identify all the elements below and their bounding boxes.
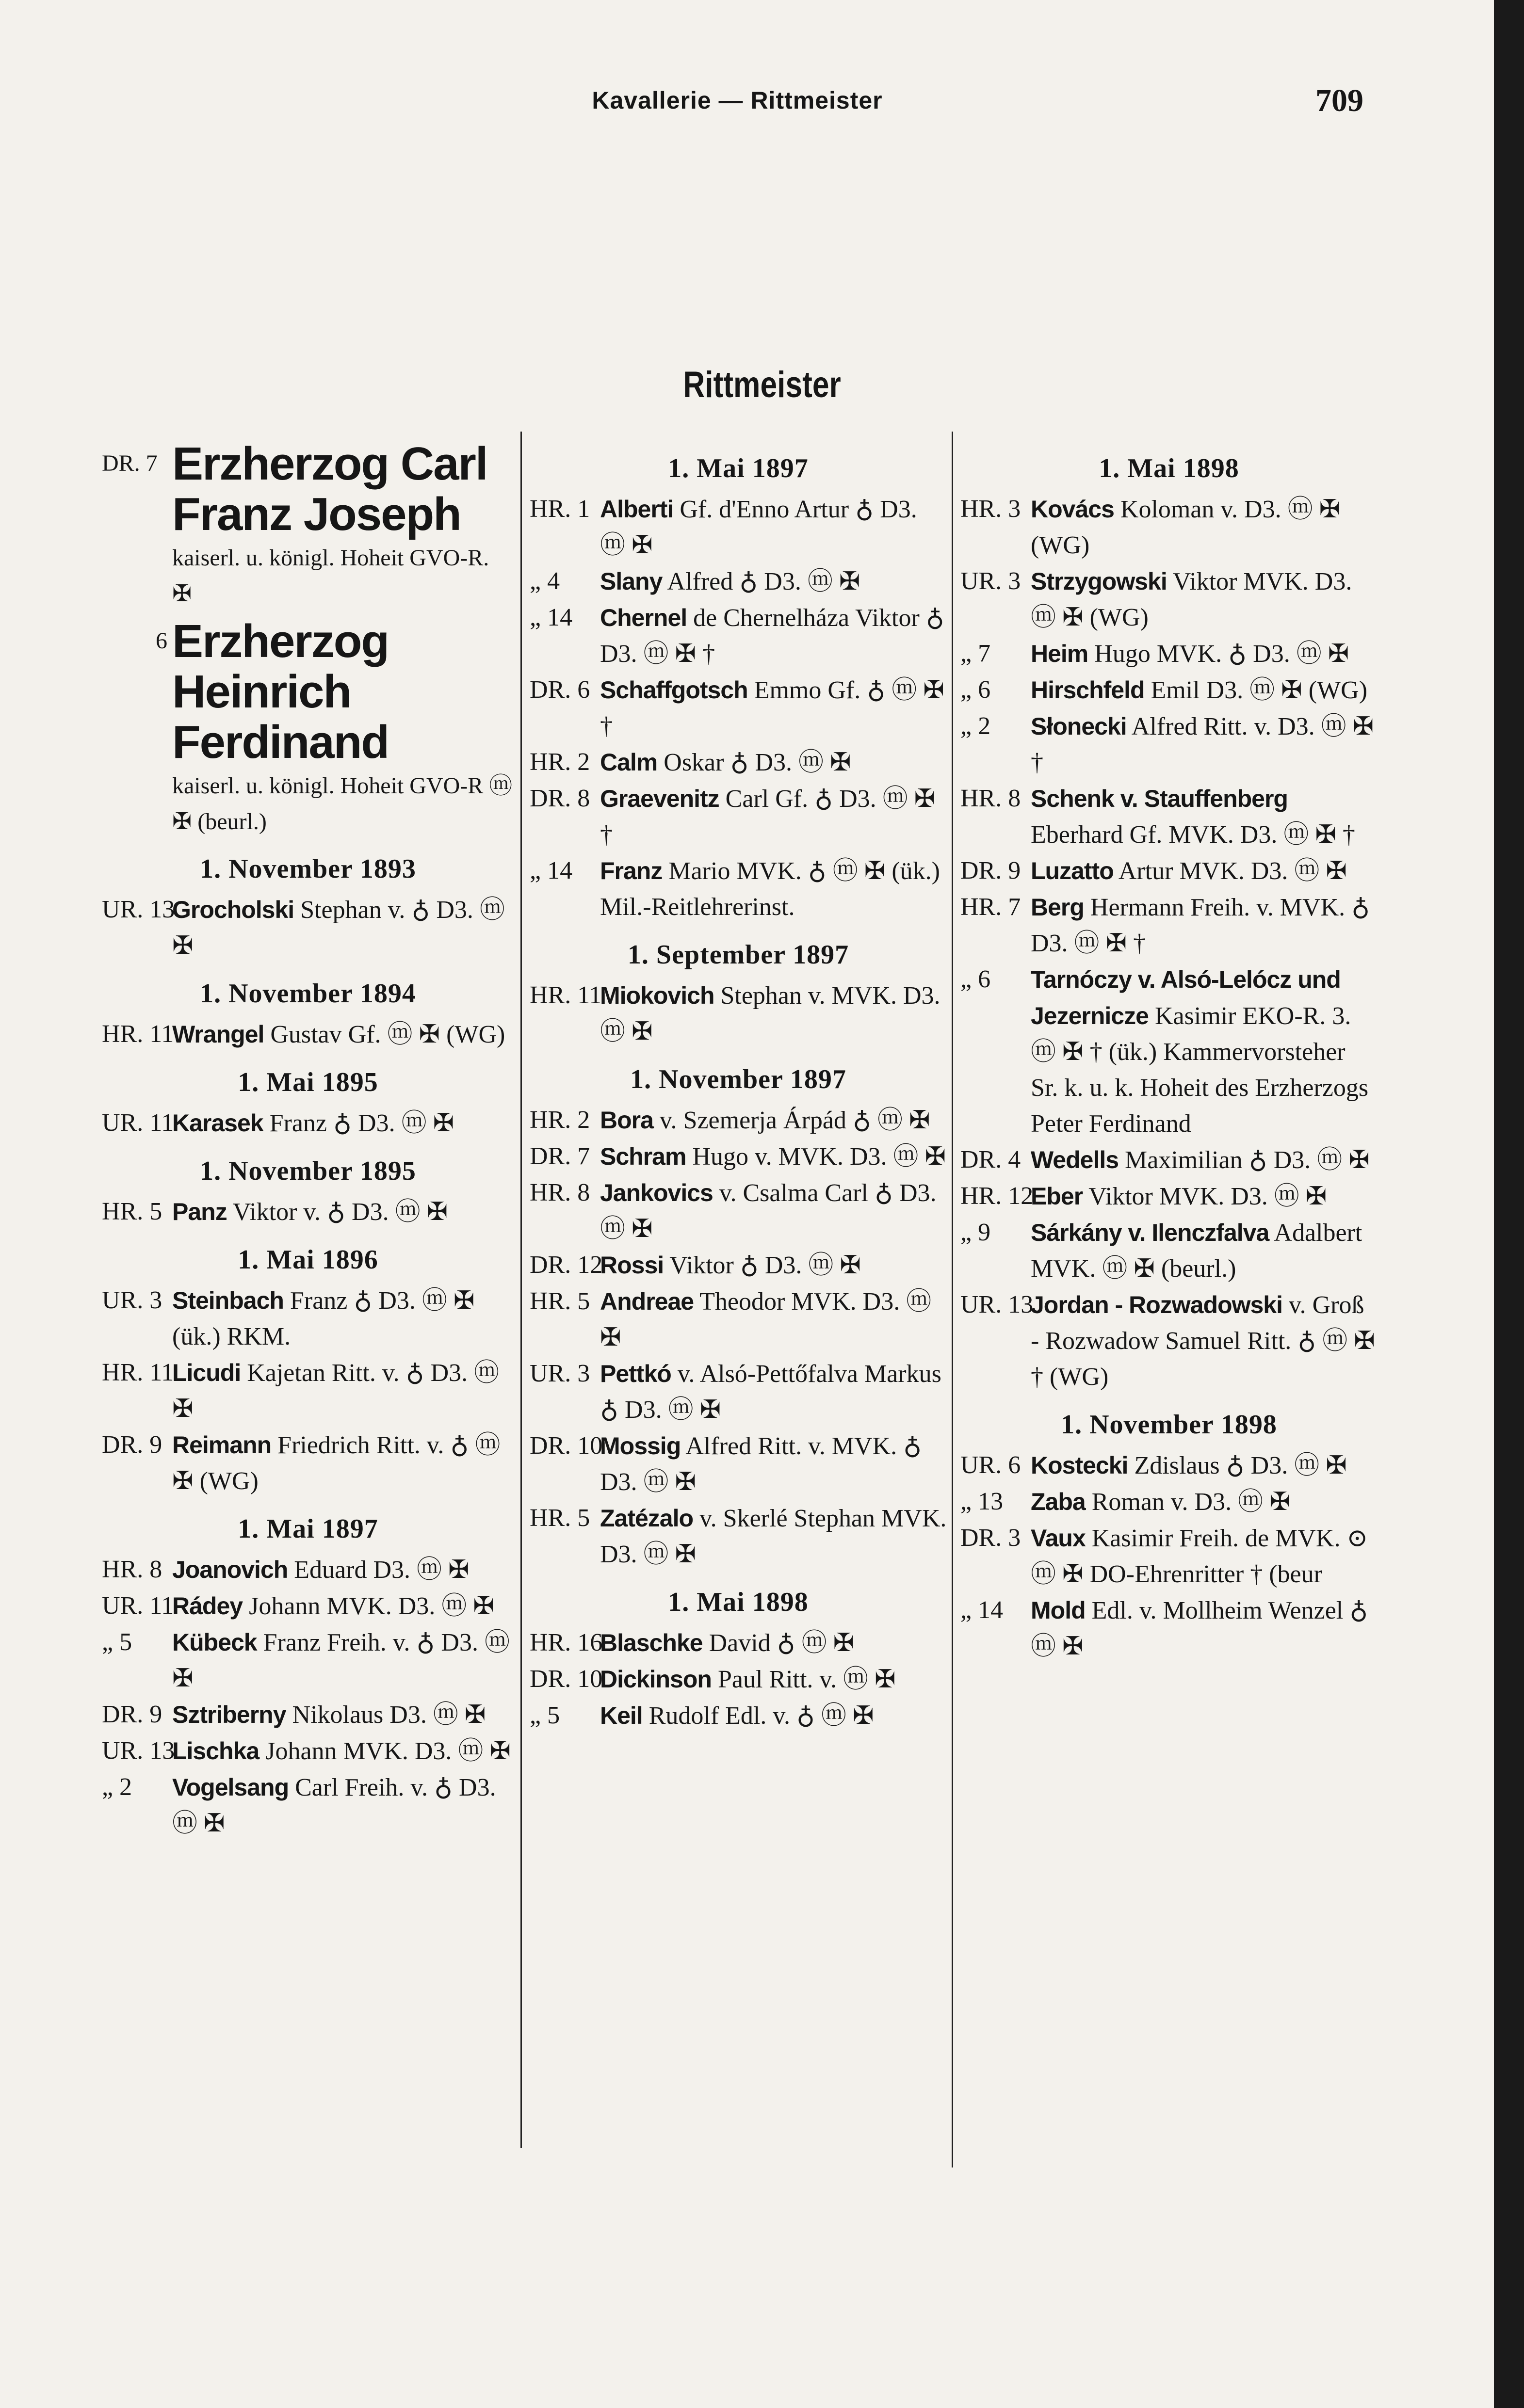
officer-surname: Graevenitz (600, 785, 719, 812)
officer-details: Franz ♁ D3. ⓜ ✠ (ük.) RKM. (172, 1287, 475, 1350)
officer-details: Friedrich Ritt. v. ♁ ⓜ ✠ (WG) (172, 1431, 501, 1495)
officer-surname: Kübeck (172, 1629, 257, 1656)
officer-text (600, 672, 947, 744)
officer-surname: Berg (1031, 894, 1084, 921)
officer-details: Alfred Ritt. v. D3. ⓜ ✠ † (1031, 713, 1374, 776)
regiment-code: HR. 2 (530, 748, 590, 776)
officer-entry (102, 1588, 514, 1624)
officer-entry (530, 1284, 947, 1356)
officer-text (172, 1355, 514, 1427)
officer-details: Hugo MVK. ♁ D3. ⓜ ✠ (1088, 640, 1349, 668)
regiment-code: UR. 6 (960, 1451, 1021, 1479)
regiment-code: HR. 7 (960, 893, 1021, 921)
regiment-code: DR. 6 (530, 676, 590, 704)
officer-text (600, 978, 947, 1050)
officer-text (1031, 781, 1378, 853)
officer-text (172, 1769, 514, 1842)
column-divider-left (520, 432, 522, 2148)
officer-text (600, 1175, 947, 1247)
regiment-code: „ 14 (530, 857, 573, 884)
officer-text (600, 600, 947, 672)
officer-details: Paul Ritt. v. ⓜ ✠ (711, 1666, 896, 1693)
regiment-code: UR. 3 (960, 567, 1021, 595)
regiment-code: „ 9 (960, 1219, 991, 1246)
officer-entry (530, 672, 947, 744)
date-heading: 1. November 1893 (200, 854, 416, 884)
officer-details: Stephan v. MVK. D3. ⓜ ✠ (600, 982, 940, 1045)
entry-prefix: DR. 7 (102, 450, 158, 476)
officer-surname: Slany (600, 568, 663, 595)
officer-text (1031, 1447, 1378, 1484)
officer-details: Mario MVK. ♁ ⓜ ✠ (ük.) Mil.-Reitlehrerinst. (600, 857, 940, 921)
regiment-code: „ 6 (960, 676, 991, 704)
regiment-code: HR. 8 (960, 785, 1021, 812)
officer-entry (530, 853, 947, 925)
officer-entry (960, 853, 1378, 889)
officer-surname: Kostecki (1031, 1452, 1128, 1479)
officer-text (600, 491, 947, 563)
officer-text (600, 853, 947, 925)
officer-details: Nikolaus D3. ⓜ ✠ (286, 1701, 486, 1729)
regiment-code: UR. 3 (530, 1360, 590, 1387)
regiment-code: HR. 8 (102, 1556, 162, 1583)
officer-surname: Sztriberny (172, 1701, 286, 1728)
officer-details: Gf. d'Enno Artur ♁ D3. ⓜ ✠ (600, 496, 917, 559)
officer-details: v. Alsó-Pettőfalva Markus ♁ D3. ⓜ ✠ (600, 1360, 941, 1424)
officer-entry (102, 1016, 514, 1053)
officer-surname: Miokovich (600, 982, 714, 1009)
royal-name: Erzherzog Heinrich Ferdinand (172, 615, 389, 768)
officer-entry (530, 600, 947, 672)
officer-surname: Jankovics (600, 1179, 713, 1206)
officer-entry (960, 962, 1378, 1142)
regiment-code: „ 7 (960, 640, 991, 667)
officer-entry (102, 1697, 514, 1733)
officer-surname: Zatézalo (600, 1505, 694, 1532)
officer-entry (102, 1733, 514, 1769)
officer-text (600, 1102, 947, 1139)
officer-entry (530, 1625, 947, 1661)
officer-entry (102, 892, 514, 964)
officer-surname: Wrangel (172, 1021, 264, 1048)
officer-entry (960, 672, 1378, 708)
officer-entry (960, 889, 1378, 962)
date-heading: 1. Mai 1896 (238, 1245, 378, 1275)
regiment-code: „ 5 (102, 1628, 132, 1656)
officer-text (600, 744, 947, 781)
officer-surname: Schram (600, 1143, 686, 1170)
officer-surname: Luzatto (1031, 857, 1114, 884)
officer-details: Stephan v. ♁ D3. ⓜ ✠ (172, 896, 505, 960)
regiment-code: HR. 5 (530, 1287, 590, 1315)
officer-text (172, 1194, 514, 1230)
officer-surname: Wedells (1031, 1146, 1119, 1173)
officer-text (1031, 1592, 1378, 1665)
officer-text (1031, 491, 1378, 563)
officer-details: Johann MVK. D3. ⓜ ✠ (259, 1737, 511, 1765)
officer-text (172, 1283, 514, 1355)
regiment-code: HR. 1 (530, 495, 590, 523)
officer-text (1031, 1142, 1378, 1178)
date-heading: 1. Mai 1895 (238, 1067, 378, 1097)
officer-entry (530, 1500, 947, 1573)
officer-text (1031, 889, 1378, 962)
officer-details: Viktor MVK. D3. ⓜ ✠ (WG) (1031, 568, 1352, 631)
officer-details: Emmo Gf. ♁ ⓜ ✠ † (600, 676, 944, 740)
regiment-code: UR. 13 (102, 1737, 175, 1765)
royal-entries (102, 439, 514, 839)
officer-surname: Bora (600, 1107, 653, 1134)
column-1-entries (102, 850, 514, 1842)
regiment-code: HR. 8 (530, 1179, 590, 1206)
officer-text (600, 1500, 947, 1573)
officer-entry (102, 1283, 514, 1355)
officer-details: v. Skerlé Stephan MVK. D3. ⓜ ✠ (600, 1505, 947, 1568)
officer-surname: Reimann (172, 1431, 272, 1459)
officer-details: Franz ♁ D3. ⓜ ✠ (263, 1109, 454, 1137)
regiment-code: DR. 10 (530, 1665, 603, 1693)
regiment-code: DR. 4 (960, 1146, 1021, 1173)
officer-entry (530, 978, 947, 1050)
officer-surname: Blaschke (600, 1629, 703, 1656)
officer-surname: Rádey (172, 1592, 243, 1620)
officer-entry (960, 781, 1378, 853)
officer-text (600, 1139, 947, 1175)
officer-details: Alfred Ritt. v. MVK. ♁ D3. ⓜ ✠ (600, 1432, 922, 1496)
officer-details: Alfred ♁ D3. ⓜ ✠ (662, 568, 860, 595)
officer-details: Edl. v. Mollheim Wenzel ♁ ⓜ ✠ (1031, 1597, 1368, 1660)
regiment-code: „ 6 (960, 965, 991, 993)
officer-surname: Zaba (1031, 1488, 1086, 1515)
officer-surname: Steinbach (172, 1287, 284, 1314)
officer-text (600, 1625, 947, 1661)
officer-entry (102, 1194, 514, 1230)
officer-surname: Mossig (600, 1432, 681, 1460)
entry-prefix: 6 (156, 628, 167, 654)
officer-entry (960, 1178, 1378, 1215)
officer-entry (530, 1139, 947, 1175)
officer-surname: Vogelsang (172, 1774, 289, 1801)
officer-surname: Grocholski (172, 896, 294, 923)
date-heading: 1. Mai 1897 (668, 453, 809, 483)
date-heading: 1. November 1895 (200, 1156, 416, 1186)
officer-details: Carl Gf. ♁ D3. ⓜ ✠ † (600, 785, 936, 849)
officer-surname: Dickinson (600, 1666, 712, 1693)
officer-entry (102, 1552, 514, 1588)
officer-text (1031, 672, 1378, 708)
officer-entry (960, 1287, 1378, 1395)
officer-details: Gustav Gf. ⓜ ✠ (WG) (264, 1021, 505, 1048)
regiment-code: HR. 2 (530, 1106, 590, 1134)
royal-body (172, 616, 514, 839)
officer-details: Adalbert MVK. ⓜ ✠ (beurl.) (1031, 1219, 1362, 1283)
officer-text (1031, 708, 1378, 781)
officer-surname: Słonecki (1031, 713, 1127, 740)
regiment-code: „ 13 (960, 1488, 1004, 1515)
officer-text (1031, 1178, 1378, 1215)
officer-text (1031, 1215, 1378, 1287)
regiment-code: „ 14 (530, 604, 573, 631)
regiment-code: DR. 8 (530, 785, 590, 812)
officer-entry (102, 1624, 514, 1697)
royal-body (172, 439, 514, 611)
officer-details: v. Szemerja Árpád ♁ ⓜ ✠ (653, 1107, 930, 1134)
officer-surname: Hirschfeld (1031, 676, 1145, 704)
officer-text (172, 892, 514, 964)
officer-details: v. Csalma Carl ♁ D3. ⓜ ✠ (600, 1179, 937, 1243)
officer-entry (960, 1447, 1378, 1484)
regiment-code: DR. 10 (530, 1432, 603, 1460)
officer-text (600, 1284, 947, 1356)
officer-details: Hermann Freih. v. MVK. ♁ D3. ⓜ ✠ † (1031, 894, 1370, 957)
date-heading: 1. September 1897 (627, 940, 849, 970)
officer-surname: Pettkó (600, 1360, 671, 1387)
column-3 (960, 439, 1378, 1665)
officer-entry (960, 1142, 1378, 1178)
officer-entry (960, 636, 1378, 672)
officer-surname: Andreae (600, 1288, 694, 1315)
regiment-code: HR. 5 (102, 1198, 162, 1225)
officer-surname: Strzygowski (1031, 568, 1167, 595)
officer-entry (960, 708, 1378, 781)
officer-entry (530, 744, 947, 781)
column-1 (102, 439, 514, 1842)
regiment-code: DR. 9 (960, 857, 1021, 884)
officer-surname: Rossi (600, 1252, 664, 1279)
officer-details: Kajetan Ritt. v. ♁ D3. ⓜ ✠ (172, 1359, 500, 1423)
officer-text (172, 1552, 514, 1588)
officer-text (1031, 1287, 1378, 1395)
officer-surname: Alberti (600, 496, 674, 523)
officer-text (172, 1733, 514, 1769)
officer-details: Kasimir Freih. de MVK. ⊙ ⓜ ✠ DO-Ehrenritter † (beur (1031, 1525, 1368, 1588)
officer-text (1031, 636, 1378, 672)
officer-surname: Calm (600, 749, 658, 776)
officer-details: Artur MVK. D3. ⓜ ✠ (1113, 857, 1347, 885)
officer-entry (960, 563, 1378, 636)
officer-surname: Tarnóczy v. Alsó-Lelócz und Jezernicze (1031, 966, 1341, 1029)
officer-details: Oskar ♁ D3. ⓜ ✠ (657, 749, 851, 776)
officer-surname: Chernel (600, 604, 687, 631)
officer-surname: Karasek (172, 1109, 263, 1137)
officer-entry (960, 1520, 1378, 1592)
officer-details: Carl Freih. v. ♁ D3. ⓜ ✠ (172, 1774, 496, 1837)
officer-details: Viktor v. ♁ D3. ⓜ ✠ (227, 1198, 448, 1226)
officer-entry (102, 1355, 514, 1427)
officer-surname: Panz (172, 1198, 227, 1225)
column-divider-right (952, 432, 953, 2167)
officer-surname: Keil (600, 1702, 643, 1729)
page-number: 709 (1315, 83, 1363, 118)
regiment-code: UR. 13 (960, 1291, 1034, 1318)
running-title: Kavallerie — Rittmeister (592, 87, 883, 114)
officer-details: Zdislaus ♁ D3. ⓜ ✠ (1128, 1452, 1347, 1479)
officer-details: Franz Freih. v. ♁ D3. ⓜ ✠ (172, 1629, 510, 1692)
officer-entry (530, 1356, 947, 1428)
section-title: Rittmeister (683, 364, 841, 405)
officer-details: Koloman v. D3. ⓜ ✠ (WG) (1031, 496, 1341, 559)
regiment-code: DR. 12 (530, 1251, 603, 1279)
officer-entry (102, 1105, 514, 1141)
officer-surname: Kovács (1031, 496, 1114, 523)
regiment-code: „ 14 (960, 1596, 1004, 1624)
officer-entry (102, 1769, 514, 1842)
regiment-code: UR. 13 (102, 896, 175, 923)
officer-entry (530, 491, 947, 563)
officer-entry (960, 1592, 1378, 1665)
officer-details: Viktor MVK. D3. ⓜ ✠ (1083, 1183, 1327, 1210)
regiment-code: HR. 3 (960, 495, 1021, 523)
officer-text (600, 563, 947, 600)
officer-details: Rudolf Edl. v. ♁ ⓜ ✠ (642, 1702, 874, 1730)
officer-surname: Eber (1031, 1183, 1083, 1210)
date-heading: 1. Mai 1898 (668, 1587, 809, 1617)
regiment-code: HR. 11 (530, 981, 602, 1009)
column-2 (530, 439, 947, 1734)
officer-entry (960, 1215, 1378, 1287)
officer-details: Maximilian ♁ D3. ⓜ ✠ (1119, 1146, 1370, 1174)
officer-details: Johann MVK. D3. ⓜ ✠ (243, 1592, 494, 1620)
officer-surname: Heim (1031, 640, 1088, 667)
regiment-code: DR. 9 (102, 1701, 162, 1728)
officer-entry (102, 1427, 514, 1499)
officer-details: Viktor ♁ D3. ⓜ ✠ (664, 1252, 861, 1279)
officer-surname: Lischka (172, 1737, 259, 1765)
officer-surname: Schenk v. Stauffenberg (1031, 785, 1288, 812)
regiment-code: HR. 12 (960, 1182, 1034, 1210)
officer-text (172, 1105, 514, 1141)
royal-entry (102, 439, 514, 611)
regiment-code: „ 2 (102, 1773, 132, 1801)
regiment-code: „ 4 (530, 567, 560, 595)
regiment-code: HR. 11 (102, 1359, 174, 1386)
officer-text (1031, 563, 1378, 636)
officer-text (1031, 962, 1378, 1142)
regiment-code: „ 5 (530, 1702, 560, 1729)
officer-details: v. Groß - Rozwadow Samuel Ritt. ♁ ⓜ ✠ † (WG) (1031, 1291, 1375, 1391)
regiment-code: DR. 3 (960, 1524, 1021, 1552)
officer-details: Hugo v. MVK. D3. ⓜ ✠ (686, 1143, 946, 1171)
regiment-code: DR. 9 (102, 1431, 162, 1459)
officer-text (600, 1356, 947, 1428)
officer-text (172, 1427, 514, 1499)
officer-surname: Licudi (172, 1359, 241, 1386)
officer-entry (960, 1484, 1378, 1520)
officer-details: Roman v. D3. ⓜ ✠ (1085, 1488, 1291, 1516)
officer-details: Kasimir EKO-R. 3. ⓜ ✠ † (ük.) Kammervorsteher Sr. k. u. k. Hoheit des Erzherzogs Peter Ferdinand (1031, 1002, 1369, 1138)
royal-name: Erzherzog Carl Franz Joseph (172, 438, 487, 540)
officer-surname: Vaux (1031, 1525, 1086, 1552)
officer-entry (530, 563, 947, 600)
officer-surname: Joanovich (172, 1556, 288, 1583)
officer-text (600, 1698, 947, 1734)
regiment-code: DR. 7 (530, 1142, 590, 1170)
officer-text (600, 1428, 947, 1500)
officer-details: de Chernelháza Viktor ♁ D3. ⓜ ✠ † (600, 604, 944, 668)
officer-details: Eduard D3. ⓜ ✠ (288, 1556, 470, 1584)
officer-text (172, 1697, 514, 1733)
officer-text (172, 1624, 514, 1697)
officer-text (600, 1661, 947, 1698)
date-heading: 1. November 1897 (630, 1064, 846, 1094)
regiment-code: „ 2 (960, 712, 991, 740)
officer-entry (530, 781, 947, 853)
officer-entry (530, 1428, 947, 1500)
officer-surname: Franz (600, 857, 663, 884)
date-heading: 1. November 1898 (1061, 1410, 1277, 1440)
date-heading: 1. November 1894 (200, 979, 416, 1009)
regiment-code: UR. 11 (102, 1109, 174, 1137)
officer-entry (530, 1102, 947, 1139)
regiment-code: UR. 11 (102, 1592, 174, 1620)
officer-surname: Sárkány v. Ilenczfalva (1031, 1219, 1269, 1246)
officer-text (600, 1247, 947, 1284)
officer-surname: Jordan - Rozwadowski (1031, 1291, 1282, 1318)
regiment-code: HR. 5 (530, 1504, 590, 1532)
date-heading: 1. Mai 1898 (1099, 453, 1239, 483)
royal-entry (102, 616, 514, 839)
regiment-code: UR. 3 (102, 1286, 162, 1314)
officer-details: David ♁ ⓜ ✠ (702, 1629, 855, 1657)
royal-description: kaiserl. u. königl. Hoheit GVO-R ⓜ ✠ (beurl.) (172, 773, 513, 835)
officer-text (172, 1016, 514, 1053)
officer-entry (960, 491, 1378, 563)
officer-surname: Schaffgotsch (600, 676, 748, 704)
regiment-code: HR. 16 (530, 1629, 603, 1656)
royal-description: kaiserl. u. königl. Hoheit GVO-R. ✠ (172, 545, 489, 607)
officer-surname: Mold (1031, 1597, 1086, 1624)
officer-text (600, 781, 947, 853)
officer-entry (530, 1175, 947, 1247)
officer-text (1031, 853, 1378, 889)
officer-text (1031, 1484, 1378, 1520)
officer-entry (530, 1247, 947, 1284)
officer-entry (530, 1698, 947, 1734)
officer-details: Emil D3. ⓜ ✠ (WG) (1144, 676, 1368, 704)
officer-details: Theodor MVK. D3. ⓜ ✠ (600, 1288, 932, 1351)
officer-text (1031, 1520, 1378, 1592)
officer-entry (530, 1661, 947, 1698)
officer-details: Eberhard Gf. MVK. D3. ⓜ ✠ † (1031, 821, 1355, 849)
officer-text (172, 1588, 514, 1624)
regiment-code: HR. 11 (102, 1020, 174, 1048)
date-heading: 1. Mai 1897 (238, 1514, 378, 1544)
